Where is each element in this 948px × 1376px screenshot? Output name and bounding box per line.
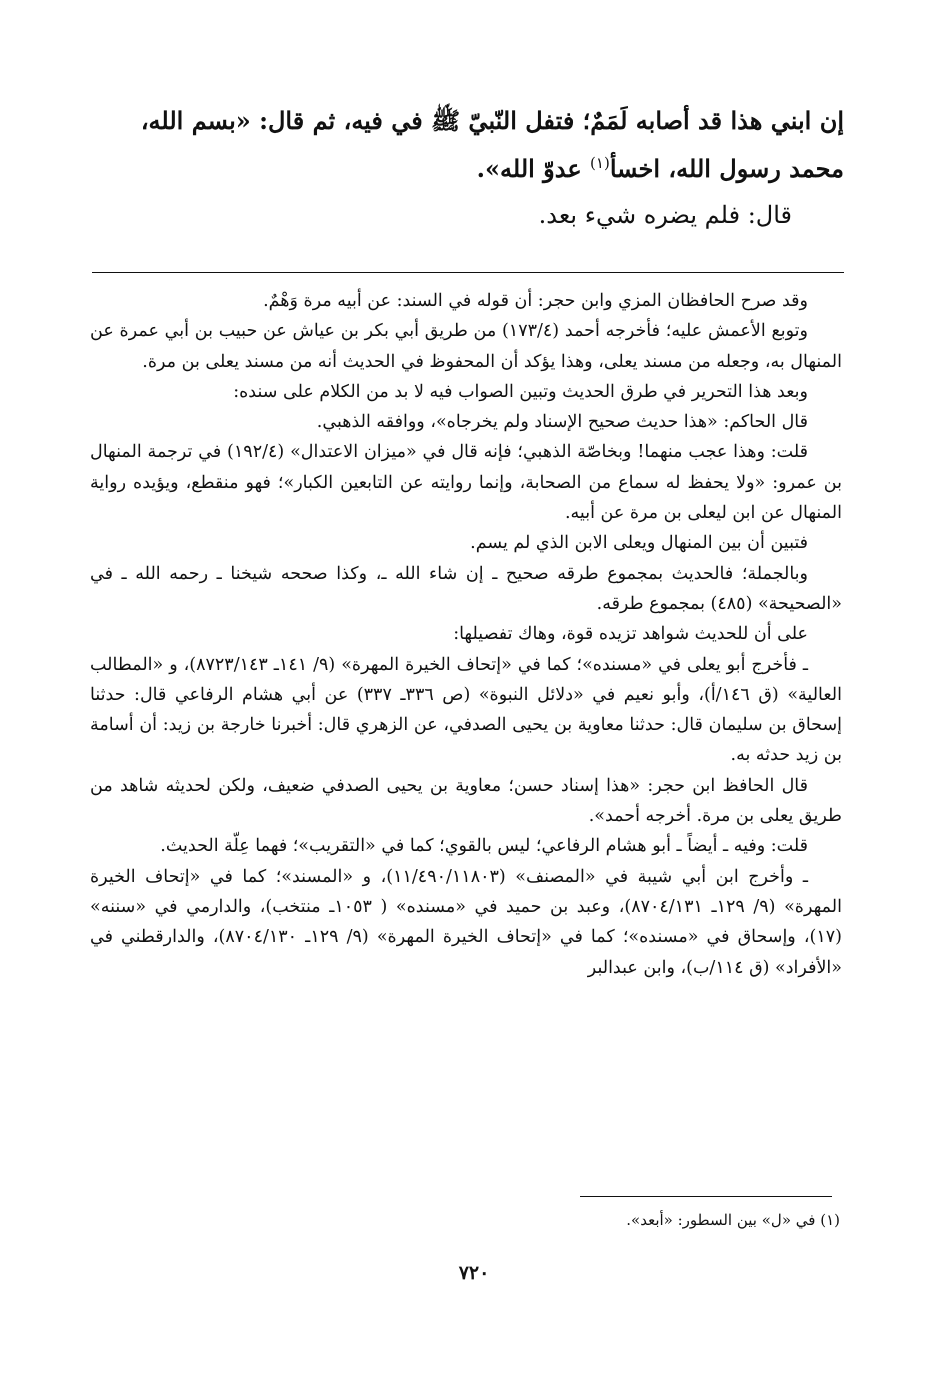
note-paragraph: قال الحافظ ابن حجر: «هذا إسناد حسن؛ معاوية بن يحيى الصدفي ضعيف، ولكن لحديثه شاهد من طريق يعلى بن مرة. أخرجه أحمد». — [90, 775, 842, 827]
page-number: ٧٢٠ — [458, 1262, 490, 1284]
note-paragraph: وبالجملة؛ فالحديث بمجموع طرقه صحيح ـ إن شاء الله ـ، وكذا صححه شيخنا ـ رحمه الله ـ في «الصحيحة» (٤٨٥) بمجموع طرقه. — [90, 563, 842, 614]
note-paragraph: قلت: وفيه ـ أيضاً ـ أبو هشام الرفاعي؛ ليس بالقوي؛ كما في «التقريب»؛ فهما عِلّة الحديث. — [160, 836, 808, 857]
main-line-3: قال: فلم يضره شيء بعد. — [538, 201, 792, 229]
note-paragraph: ـ فأخرج أبو يعلى في «مسنده»؛ كما في «إتحاف الخيرة المهرة» (٩/ ١٤١ـ ٨٧٢٣/١٤٣)، و «المطالب العالية» (ق ١٤٦/أ)، وأبو نعيم في «دلائل النبوة» (ص ٣٣٦ـ ٣٣٧) عن أبي هشام الرفاعي قال: حدثنا إسحاق بن سليمان قال: حدثنا معاوية بن يحيى الصدفي، عن الزهري قال: أخبرنا خارجة بن زيد: أن أسامة بن زيد حدثه به. — [90, 654, 842, 766]
note-paragraph: على أن للحديث شواهد تزيده قوة، وهاك تفصيلها: — [453, 624, 808, 645]
main-line-2: محمد رسول الله، اخسأ$^{(١)}$ عدوّ الله». — [476, 154, 844, 183]
footnote-separator — [580, 1196, 832, 1197]
note-paragraph: ـ وأخرج ابن أبي شيبة في «المصنف» (١١/٤٩٠/١١٨٠٣)، و «المسند»؛ كما في «إتحاف الخيرة المهرة» (٩/ ١٢٩ـ ٨٧٠٤/١٣١)، وعبد بن حميد في «مسنده» ( ١٠٥٣ـ منتخب)، والدارمي في «سننه» (١٧)، وإسحاق في «مسنده»؛ كما في «إتحاف الخيرة المهرة» (٩/ ١٢٩ـ ٨٧٠٤/١٣٠)، والدارقطني في «الأفراد» (ق ١١٤/ب)، وابن عبدالبر — [90, 866, 842, 978]
footnote-ref[interactable]: (١) — [590, 154, 610, 172]
footnote: (١) في «ل» بين السطور: «أبعد». — [626, 1211, 840, 1229]
note-paragraph: وتوبع الأعمش عليه؛ فأخرجه أحمد (١٧٣/٤) من طريق أبي بكر بن عياش عن حبيب بن أبي عمرة عن المنهال به، وجعله من مسند يعلى، وهذا يؤكد أن المحفوظ في الحديث أنه من مسند يعلى بن مرة. — [90, 321, 842, 372]
main-text — [96, 100, 844, 236]
main-line-1: إن ابني هذا قد أصابه لَمَمٌ؛ فتفل النّبيّ ﷺ في فيه، ثم قال: «بسم الله، — [140, 106, 844, 135]
note-paragraph: فتبين أن بين المنهال ويعلى الابن الذي لم يسم. — [470, 533, 808, 554]
commentary — [90, 286, 842, 983]
note-paragraph: قال الحاكم: «هذا حديث صحيح الإسناد ولم يخرجاه»، ووافقه الذهبي. — [316, 412, 808, 433]
note-paragraph: قلت: وهذا عجب منهما! وبخاصّة الذهبي؛ فإنه قال في «ميزان الاعتدال» (١٩٢/٤) في ترجمة المنهال بن عمرو: «ولا يحفظ له سماع من الصحابة، وإنما روايته عن التابعين الكبار»؛ فهو منقطع، ويؤيده رواية المنهال عن ابن ليعلى بن مرة عن أبيه. — [90, 442, 842, 524]
separator-line — [92, 272, 844, 273]
note-paragraph: وقد صرح الحافظان المزي وابن حجر: أن قوله في السند: عن أبيه مرة وَهْمٌ. — [263, 291, 808, 311]
note-paragraph: وبعد هذا التحرير في طرق الحديث وتبين الصواب فيه لا بد من الكلام على سنده: — [233, 381, 808, 402]
